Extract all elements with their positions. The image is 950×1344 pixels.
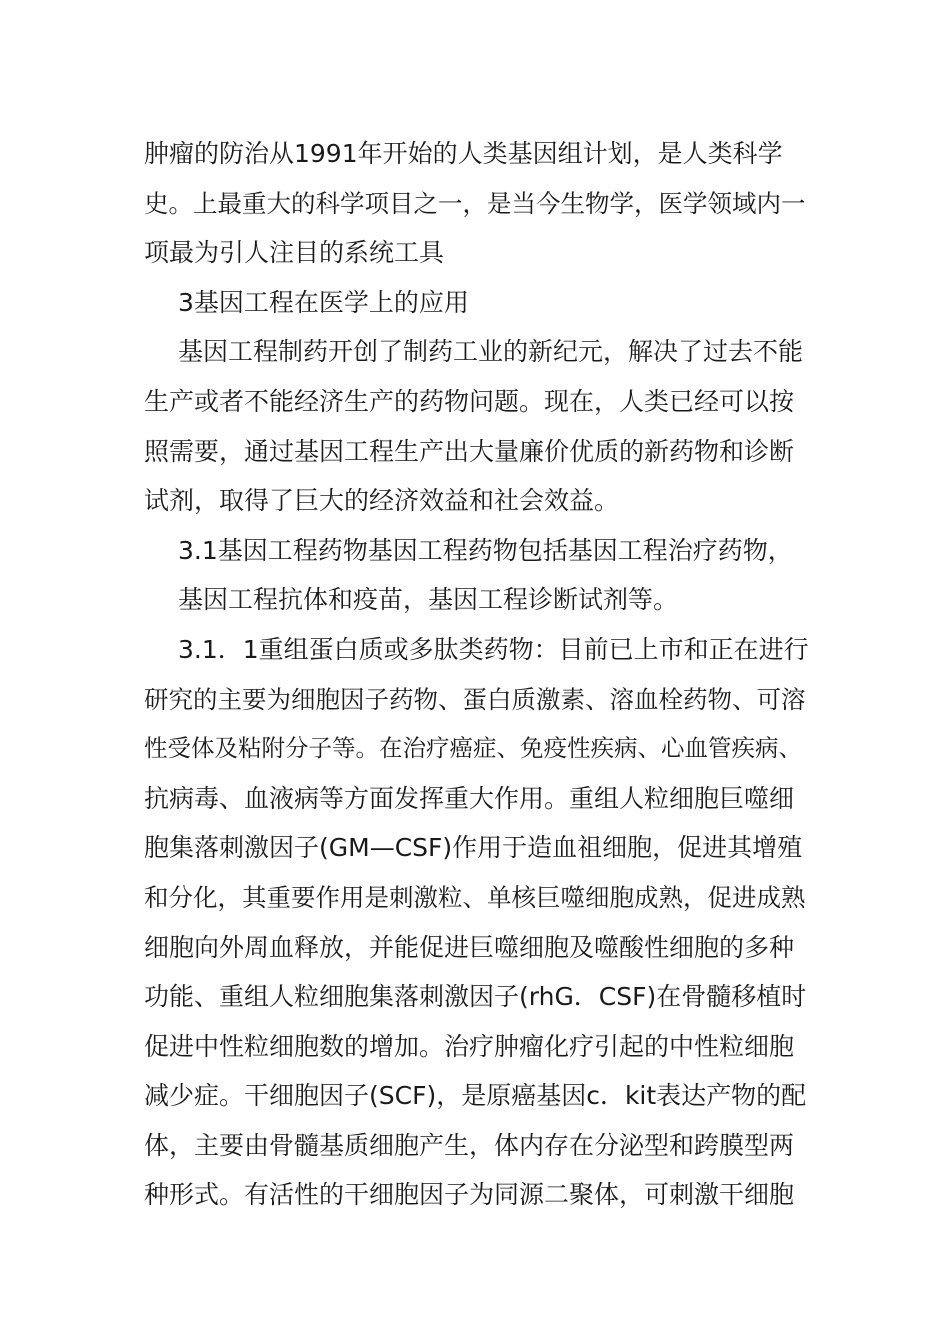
text-line: 种形式。有活性的干细胞因子为同源二聚体，可刺激干细胞 [144, 1180, 795, 1210]
text-line: 肿瘤的防治从1991年开始的人类基因组计划，是人类科学 [144, 139, 783, 168]
text-line: 研究的主要为细胞因子药物、蛋白质激素、溶血栓药物、可溶 [144, 684, 806, 714]
text-line: 史。上最重大的科学项目之一，是当今生物学，医学领域内一 [144, 188, 806, 218]
text-line: 项最为引人注目的系统工具 [144, 238, 445, 268]
text-line: 基因工程制药开创了制药工业的新纪元，解决了过去不能 [178, 337, 804, 367]
text-line: 促进中性粒细胞数的增加。治疗肿瘤化疗引起的中性粒细胞 [144, 1031, 795, 1061]
subsubsection-heading: 3.1．1重组蛋白质或多肽类药物：目前已上市和正在进行 [178, 634, 809, 664]
text-line: 照需要，通过基因工程生产出大量廉价优质的新药物和诊断 [144, 436, 795, 466]
text-line: 生产或者不能经济生产的药物问题。现在，人类已经可以按 [144, 386, 795, 416]
body-text [144, 129, 814, 1220]
text-line: 性受体及粘附分子等。在治疗癌症、免疫性疾病、心血管疾病、 [144, 734, 802, 763]
text-line: 体，主要由骨髓基质细胞产生，体内存在分泌型和跨膜型两 [144, 1130, 795, 1160]
text-line: 基因工程抗体和疫苗，基因工程诊断试剂等。 [178, 585, 679, 615]
text-line: 功能、重组人粒细胞集落刺激因子(rhG．CSF)在骨髓移植时 [144, 982, 807, 1012]
text-line: 试剂，取得了巨大的经济效益和社会效益。 [144, 486, 620, 516]
text-line: 减少症。干细胞因子(SCF)，是原癌基因c．kit表达产物的配 [144, 1081, 807, 1111]
section-heading: 3基因工程在医学上的应用 [178, 287, 469, 317]
subsection-heading: 3.1基因工程药物基因工程药物包括基因工程治疗药物， [178, 535, 793, 565]
text-line: 细胞向外周血释放，并能促进巨噬细胞及噬酸性细胞的多种 [144, 932, 795, 962]
text-line: 和分化，其重要作用是刺激粒、单核巨噬细胞成熟，促进成熟 [144, 882, 806, 912]
text-line: 抗病毒、血液病等方面发挥重大作用。重组人粒细胞巨噬细 [144, 783, 795, 813]
text-line: 胞集落刺激因子(GM—CSF)作用于造血祖细胞，促进其增殖 [144, 833, 803, 863]
